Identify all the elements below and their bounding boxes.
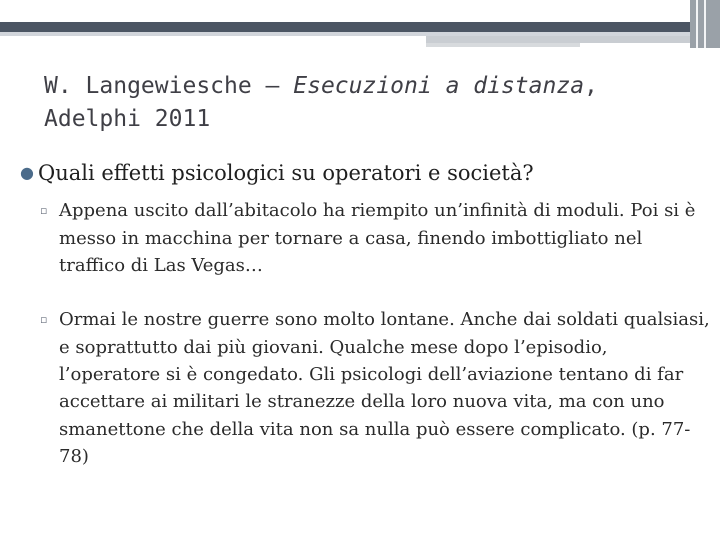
bullet-square-icon: ▫ <box>40 313 48 327</box>
slide-title <box>44 70 684 137</box>
corner-stripe <box>704 0 706 48</box>
title-publisher: , Adelphi 2011 <box>44 73 598 133</box>
title-book: Esecuzioni a distanza <box>293 73 585 99</box>
header-bar <box>0 22 720 32</box>
bullet-dot-icon: ● <box>20 163 34 182</box>
bullet-square-icon: ▫ <box>40 204 48 218</box>
header-accent-bar-thin <box>426 43 580 47</box>
main-bullet-text: Quali effetti psicologici su operatori e società? <box>38 161 534 185</box>
sub-bullet <box>40 306 710 470</box>
corner-stripe <box>696 0 698 48</box>
title-author: W. Langewiesche – <box>44 73 294 99</box>
sub-bullet <box>40 197 710 279</box>
main-bullet <box>20 160 710 187</box>
sub-bullet-text: Appena uscito dall’abitacolo ha riempito un’infinità di moduli. Poi si è messo in macchina per tornare a casa, finendo imbottigliato nel traffico di Las Vegas… <box>59 200 696 277</box>
slide-body <box>20 160 710 471</box>
corner-decoration <box>690 0 720 48</box>
header-accent-bar <box>426 36 720 43</box>
sub-bullet-text: Ormai le nostre guerre sono molto lontane. Anche dai soldati qualsiasi, e soprattutto dai più giovani. Qualche mese dopo l’episodio, l’operatore si è congedato. Gli psicologi dell’aviazione tentano di far accettare ai militari le stranezze della loro nuova vita, ma con uno smanettone che della vita non sa nulla può essere complicato. (p. 77-78) <box>59 309 710 468</box>
